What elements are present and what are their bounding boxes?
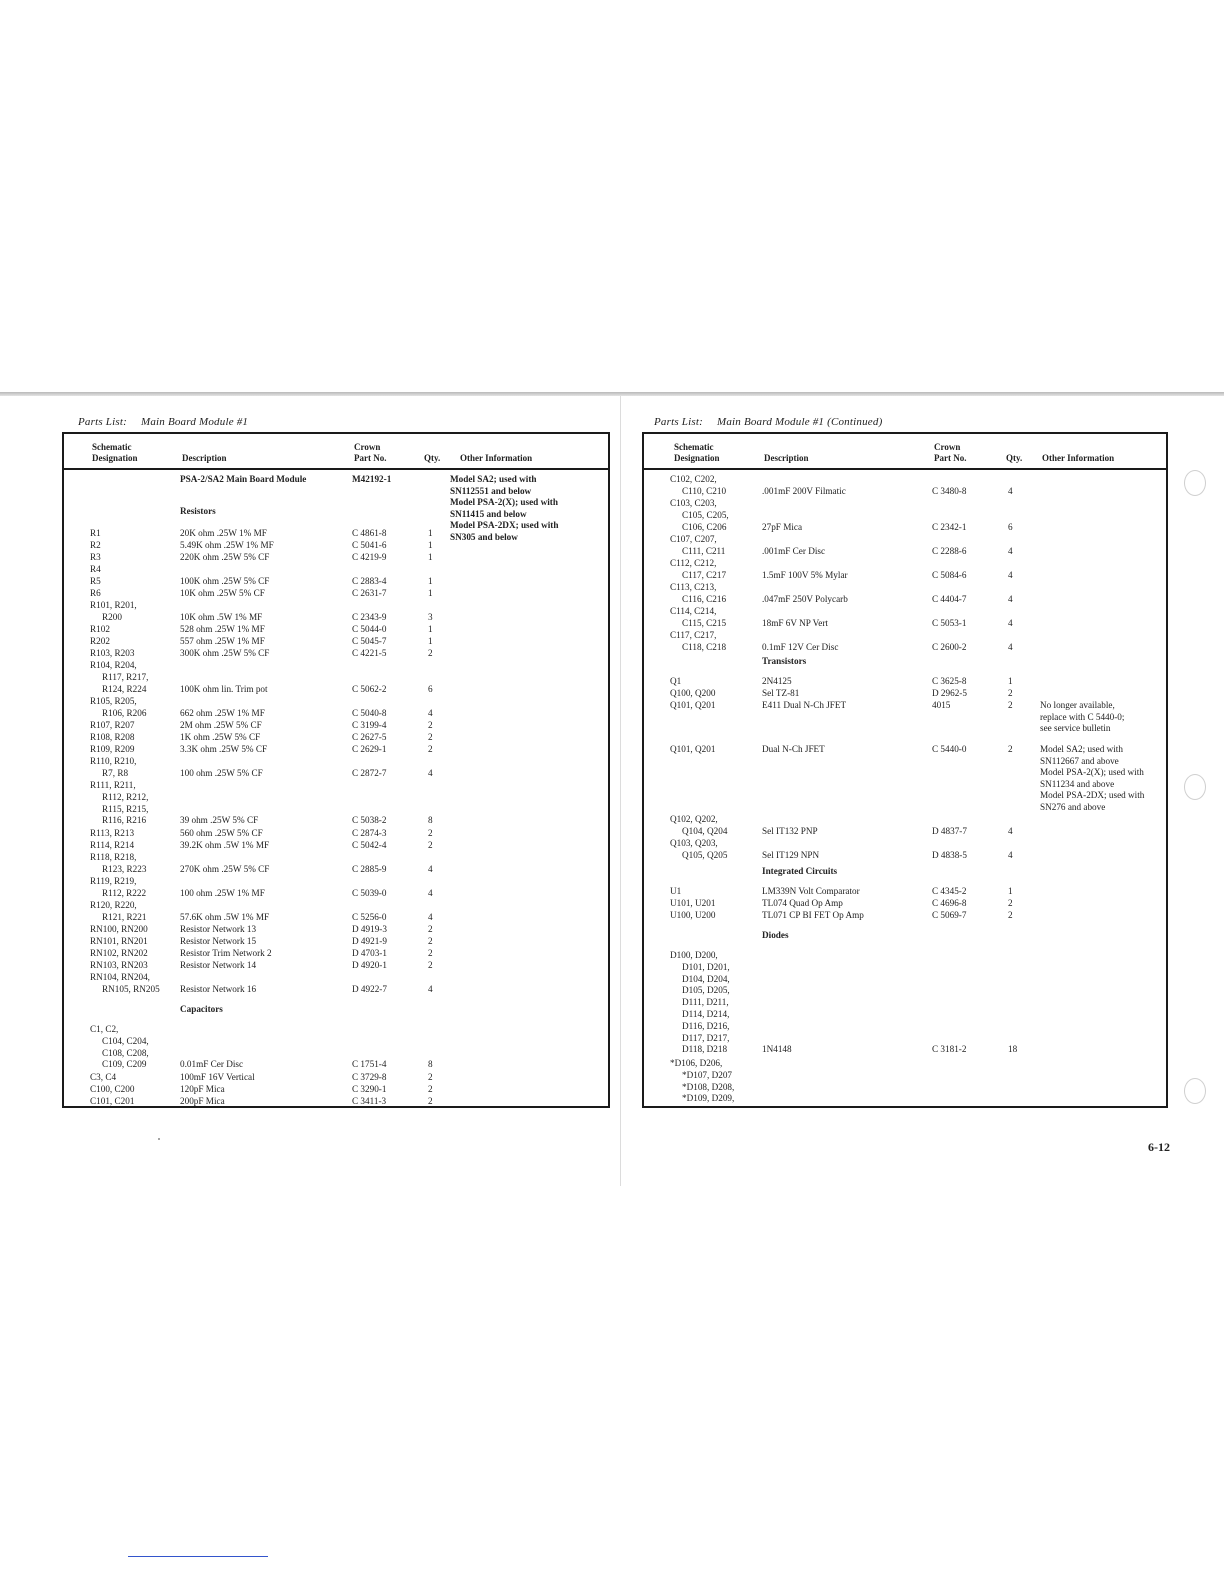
row-description: 2M ohm .25W 5% CF (180, 720, 262, 730)
row-designation: C114, C214, C115, C215 (670, 606, 727, 628)
row-quantity: 3 (428, 611, 433, 622)
row-description: 220K ohm .25W 5% CF (180, 552, 270, 562)
row-description: Transistors (762, 656, 807, 666)
row-description: 100K ohm lin. Trim pot (180, 683, 268, 694)
row-part-number: C 4345-2 (932, 886, 967, 896)
right-title-text: Main Board Module #1 (Continued) (716, 416, 883, 428)
right-parts-table (642, 432, 1168, 1108)
row-part-number: C 5044-0 (352, 624, 387, 634)
row-quantity: 8 (428, 1059, 433, 1070)
left-title-label: Parts List: (78, 416, 127, 428)
row-designation: RN102, RN202 (90, 948, 148, 958)
row-quantity: 4 (428, 911, 433, 922)
row-designation: Q102, Q202, Q104, Q204 (670, 814, 728, 836)
row-designation: R109, R209 (90, 744, 135, 754)
row-description: E411 Dual N-Ch JFET (762, 700, 847, 710)
row-quantity: 4 (428, 983, 433, 994)
page-number: 6-12 (1148, 1140, 1170, 1154)
row-quantity: 1 (428, 636, 433, 646)
row-part-number: C 5069-7 (932, 910, 967, 920)
row-description: Diodes (762, 930, 789, 940)
row-part-number: C 3480-8 (932, 485, 967, 496)
row-part-number: C 2631-7 (352, 588, 387, 598)
row-designation: RN104, RN204, RN105, RN205 (90, 972, 160, 994)
right-table-header (644, 434, 1166, 470)
row-part-number: D 2962-5 (932, 688, 967, 698)
left-page-title (78, 416, 248, 428)
row-quantity: 6 (428, 683, 433, 694)
row-designation: Q100, Q200 (670, 688, 716, 698)
row-other-information: Model SA2; used with SN112551 and below Model PSA-2(X); used with SN11415 and below Model PSA-2DX; used with SN305 and below (450, 474, 559, 542)
row-designation: RN101, RN201 (90, 936, 148, 946)
row-description: 100mF 16V Vertical (180, 1072, 255, 1082)
row-part-number: C 5062-2 (352, 683, 387, 694)
row-part-number: D 4920-1 (352, 960, 387, 970)
row-part-number: C 5040-8 (352, 707, 387, 718)
row-designation: RN103, RN203 (90, 960, 148, 970)
row-part-number: C 3411-3 (352, 1096, 387, 1106)
row-part-number: D 4703-1 (352, 948, 387, 958)
row-part-number: C 5084-6 (932, 569, 967, 580)
row-designation: R120, R220, R121, R221 (90, 900, 147, 922)
row-designation: U101, U201 (670, 898, 716, 908)
row-part-number: D 4838-5 (932, 849, 967, 860)
row-description: 270K ohm .25W 5% CF (180, 863, 270, 874)
row-quantity: 1 (428, 528, 433, 538)
row-designation: R101, R201, R200 (90, 600, 137, 622)
row-part-number: C 5039-0 (352, 887, 387, 898)
row-quantity: 2 (1008, 688, 1013, 698)
left-parts-table (62, 432, 610, 1108)
row-designation: R202 (90, 636, 110, 646)
row-description: 100 ohm .25W 5% CF (180, 767, 263, 778)
row-description: 10K ohm .25W 5% CF (180, 588, 265, 598)
row-quantity: 4 (1008, 545, 1013, 556)
row-description: 20K ohm .25W 1% MF (180, 528, 267, 538)
row-quantity: 2 (428, 744, 433, 754)
row-description: 39 ohm .25W 5% CF (180, 815, 259, 826)
row-description: 27pF Mica (762, 521, 803, 532)
row-description: 1.5mF 100V 5% Mylar (762, 569, 848, 580)
row-other-information: No longer available, replace with C 5440-0; see service bulletin (1040, 700, 1125, 733)
row-designation: C101, C201 (90, 1096, 135, 1106)
left-title-text: Main Board Module #1 (140, 416, 249, 428)
header-other-info: Other Information (460, 453, 533, 463)
binder-hole (1184, 774, 1206, 800)
row-part-number: C 2872-7 (352, 767, 387, 778)
row-quantity: 4 (1008, 485, 1013, 496)
row-description: 5.49K ohm .25W 1% MF (180, 540, 274, 550)
row-designation: Q101, Q201 (670, 744, 716, 754)
row-designation: R3 (90, 552, 101, 562)
row-designation: U100, U200 (670, 910, 716, 920)
row-part-number: C 4219-9 (352, 552, 387, 562)
row-designation: C102, C202, C110, C210 (670, 474, 727, 496)
row-description: Resistor Network 13 (180, 924, 257, 934)
row-quantity: 4 (428, 707, 433, 718)
row-designation: C1, C2, C104, C204, C108, C208, C109, C209 (90, 1024, 149, 1070)
row-part-number: C 2874-3 (352, 828, 387, 838)
row-part-number: C 5045-7 (352, 636, 387, 646)
row-quantity: 2 (428, 924, 433, 934)
row-quantity: 2 (428, 948, 433, 958)
row-designation: R105, R205, R106, R206 (90, 696, 147, 718)
row-quantity: 2 (1008, 898, 1013, 908)
row-quantity: 1 (428, 588, 433, 598)
row-designation: R4 (90, 564, 101, 574)
row-description: Resistor Network 16 (180, 983, 257, 994)
scan-speck (158, 1138, 160, 1140)
row-quantity: 4 (1008, 569, 1013, 580)
row-designation: Q1 (670, 676, 682, 686)
row-description: 3.3K ohm .25W 5% CF (180, 744, 268, 754)
row-quantity: 2 (428, 828, 433, 838)
row-part-number: C 2342-1 (932, 521, 967, 532)
row-other-information: Model SA2; used with SN112667 and above Model PSA-2(X); used with SN11234 and above Model PSA-2DX; used with SN276 and above (1040, 744, 1145, 812)
row-designation: C103, C203, C105, C205, C106, C206 (670, 498, 729, 532)
row-part-number: C 4404-7 (932, 593, 967, 604)
row-description: Resistor Trim Network 2 (180, 948, 272, 958)
row-designation: R1 (90, 528, 101, 538)
row-description: Sel IT132 PNP (762, 825, 818, 836)
row-description: 1N4148 (762, 1044, 792, 1055)
row-designation: U1 (670, 886, 682, 896)
header-description: Description (764, 453, 809, 463)
scan-mark-line (128, 1556, 268, 1557)
row-part-number: C 5256-0 (352, 911, 387, 922)
row-designation: C117, C217, C118, C218 (670, 630, 727, 652)
row-part-number: C 1751-4 (352, 1059, 387, 1070)
row-description: 560 ohm .25W 5% CF (180, 828, 263, 838)
row-part-number: C 4221-5 (352, 648, 387, 658)
row-quantity: 4 (428, 767, 433, 778)
row-part-number: D 4919-3 (352, 924, 387, 934)
row-designation: RN100, RN200 (90, 924, 148, 934)
row-quantity: 2 (428, 840, 433, 850)
row-designation: C3, C4 (90, 1072, 117, 1082)
row-designation: R114, R214 (90, 840, 135, 850)
row-part-number: M42192-1 (352, 474, 392, 484)
row-description: Resistor Network 15 (180, 936, 257, 946)
row-designation: R108, R208 (90, 732, 135, 742)
row-quantity: 2 (1008, 700, 1013, 710)
row-part-number: C 5440-0 (932, 744, 967, 754)
row-quantity: 4 (1008, 617, 1013, 628)
header-part-no: Crown Part No. (934, 442, 967, 463)
row-quantity: 1 (428, 624, 433, 634)
row-quantity: 4 (428, 887, 433, 898)
row-quantity: 2 (428, 936, 433, 946)
row-description: TL071 CP BI FET Op Amp (762, 910, 864, 920)
row-part-number: C 5042-4 (352, 840, 387, 850)
row-quantity: 2 (428, 1096, 433, 1106)
row-description: Capacitors (180, 1004, 223, 1014)
row-designation: R113, R213 (90, 828, 135, 838)
row-designation: *D106, D206, *D107, D207 *D108, D208, *D109, D209, (670, 1058, 735, 1104)
row-quantity: 2 (1008, 910, 1013, 920)
row-description: Sel IT129 NPN (762, 849, 820, 860)
row-description: 100 ohm .25W 1% MF (180, 887, 265, 898)
row-part-number: C 4861-8 (352, 528, 387, 538)
row-description: .001mF Cer Disc (762, 545, 826, 556)
row-part-number: C 5053-1 (932, 617, 967, 628)
row-quantity: 2 (1008, 744, 1013, 754)
row-quantity: 2 (428, 1072, 433, 1082)
row-quantity: 8 (428, 815, 433, 826)
row-designation: C112, C212, C117, C217 (670, 558, 727, 580)
row-part-number: D 4837-7 (932, 825, 967, 836)
row-description: 100K ohm .25W 5% CF (180, 576, 270, 586)
row-quantity: 2 (428, 960, 433, 970)
row-part-number: C 2885-9 (352, 863, 387, 874)
row-part-number: C 4696-8 (932, 898, 967, 908)
row-quantity: 4 (1008, 849, 1013, 860)
row-quantity: 1 (428, 540, 433, 550)
row-part-number: C 3290-1 (352, 1084, 387, 1094)
header-description: Description (182, 453, 227, 463)
row-description: 200pF Mica (180, 1096, 225, 1106)
row-part-number: 4015 (932, 700, 951, 710)
row-quantity: 2 (428, 720, 433, 730)
row-part-number: C 2627-5 (352, 732, 387, 742)
row-quantity: 1 (1008, 676, 1013, 686)
row-quantity: 18 (1008, 1044, 1018, 1055)
row-designation: C113, C213, C116, C216 (670, 582, 727, 604)
row-part-number: C 2883-4 (352, 576, 387, 586)
row-designation: R104, R204, R117, R217, R124, R224 (90, 660, 149, 694)
row-description: 39.2K ohm .5W 1% MF (180, 840, 270, 850)
row-designation: R103, R203 (90, 648, 135, 658)
row-part-number: C 3199-4 (352, 720, 387, 730)
right-title-label: Parts List: (654, 416, 703, 428)
row-description: 0.1mF 12V Cer Disc (762, 641, 839, 652)
row-part-number: C 5038-2 (352, 815, 387, 826)
row-description: Resistor Network 14 (180, 960, 257, 970)
header-designation: Schematic Designation (674, 442, 720, 463)
right-page-title (654, 416, 882, 428)
row-designation: R118, R218, R123, R223 (90, 852, 147, 874)
binder-hole (1184, 470, 1206, 496)
row-description: 120pF Mica (180, 1084, 225, 1094)
row-description: Sel TZ-81 (762, 688, 800, 698)
row-part-number: C 2343-9 (352, 611, 387, 622)
row-description: 2N4125 (762, 676, 792, 686)
row-description: .001mF 200V Filmatic (762, 485, 846, 496)
row-part-number: C 3181-2 (932, 1044, 967, 1055)
header-designation: Schematic Designation (92, 442, 138, 463)
row-description: 18mF 6V NP Vert (762, 617, 828, 628)
row-quantity: 4 (1008, 825, 1013, 836)
row-description: 1K ohm .25W 5% CF (180, 732, 261, 742)
row-designation: R102 (90, 624, 110, 634)
row-part-number: C 2288-6 (932, 545, 967, 556)
row-designation: R5 (90, 576, 101, 586)
row-quantity: 4 (428, 863, 433, 874)
row-part-number: C 3729-8 (352, 1072, 387, 1082)
row-part-number: C 3625-8 (932, 676, 967, 686)
row-quantity: 4 (1008, 641, 1013, 652)
row-part-number: D 4922-7 (352, 983, 387, 994)
row-designation: Q101, Q201 (670, 700, 716, 710)
row-description: Dual N-Ch JFET (762, 744, 825, 754)
row-part-number: C 5041-6 (352, 540, 387, 550)
row-quantity: 1 (1008, 886, 1013, 896)
header-qty: Qty. (1006, 453, 1023, 463)
row-description: Resistors (180, 506, 216, 516)
row-designation: C100, C200 (90, 1084, 135, 1094)
row-description: 57.6K ohm .5W 1% MF (180, 911, 270, 922)
row-description: Integrated Circuits (762, 866, 838, 876)
row-designation: R111, R211, R112, R212, R115, R215, R116, R216 (90, 780, 149, 826)
row-quantity: 1 (428, 576, 433, 586)
row-designation: R107, R207 (90, 720, 135, 730)
row-quantity: 2 (428, 648, 433, 658)
scan-edge (0, 392, 1224, 396)
header-qty: Qty. (424, 453, 441, 463)
header-other-info: Other Information (1042, 453, 1115, 463)
row-quantity: 4 (1008, 593, 1013, 604)
row-description: 10K ohm .5W 1% MF (180, 611, 263, 622)
row-description: .047mF 250V Polycarb (762, 593, 848, 604)
row-description: 300K ohm .25W 5% CF (180, 648, 270, 658)
page-fold (620, 396, 621, 1186)
row-designation: R110, R210, R7, R8 (90, 756, 137, 778)
row-designation: Q103, Q203, Q105, Q205 (670, 838, 728, 860)
row-part-number: D 4921-9 (352, 936, 387, 946)
row-description: PSA-2/SA2 Main Board Module (180, 474, 307, 484)
row-part-number: C 2600-2 (932, 641, 967, 652)
header-part-no: Crown Part No. (354, 442, 387, 463)
row-quantity: 2 (428, 732, 433, 742)
row-description: 557 ohm .25W 1% MF (180, 636, 265, 646)
row-quantity: 2 (428, 1084, 433, 1094)
left-table-header (64, 434, 608, 470)
row-designation: R6 (90, 588, 101, 598)
row-description: TL074 Quad Op Amp (762, 898, 843, 908)
row-part-number: C 2629-1 (352, 744, 387, 754)
row-designation: R119, R219, R112, R222 (90, 876, 147, 898)
row-quantity: 1 (428, 552, 433, 562)
row-description: LM339N Volt Comparator (762, 886, 860, 896)
row-quantity: 6 (1008, 521, 1013, 532)
row-designation: D100, D200, D101, D201, D104, D204, D105, D205, D111, D211, D114, D214, D116, D216, D117, D217, D118, D218 (670, 950, 730, 1055)
row-designation: R2 (90, 540, 101, 550)
row-designation: C107, C207, C111, C211 (670, 534, 726, 556)
binder-hole (1184, 1078, 1206, 1104)
row-description: 528 ohm .25W 1% MF (180, 624, 265, 634)
row-description: 662 ohm .25W 1% MF (180, 707, 265, 718)
row-description: 0.01mF Cer Disc (180, 1059, 244, 1070)
